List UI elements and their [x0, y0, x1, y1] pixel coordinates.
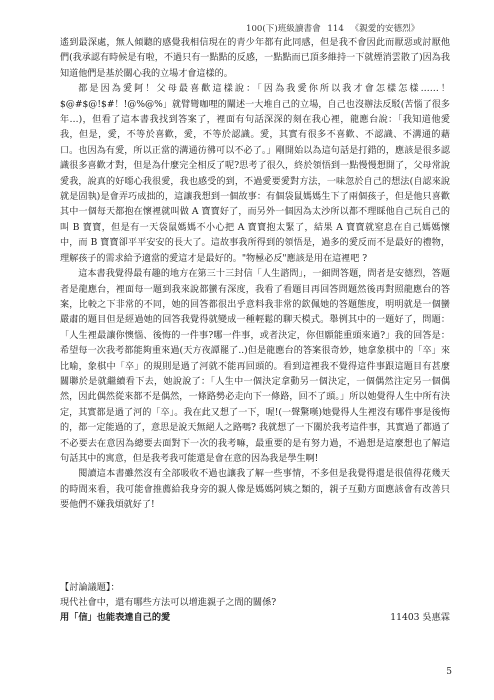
paragraph: 這本書我覺得最有趣的地方在第三十三封信「人生諮問」，一細問答題，問者是安德烈，答題者是龍應台，裡面每一題到我來說都蠻有深度，我看了看題目再回答問題然後再對照龍應台的答案，比較之下非常的不同，她的回答都很出乎意料我非常的欽佩她的答題態度，明明就是一個蠻嚴肅的題目但是經過她的回答我覺得就變成一種輕鬆的聊天模式。舉例其中的一題好了，問題：「人生裡最讓你懊惱、後悔的一件事?哪一件事，或者決定，你但願能重頭來過?」我的回答是：希望每一次我考都能夠重來過(天方夜譚罷了..)但是龍應台的答案很奇妙，她拿象棋中的「卒」來比喻，象棋中「卒」的規則是過了河就不能再回頭的。看到這裡我不覺得這件事跟這題目有甚麼關聯於是就繼續看下去，她說說了：「人生中一個決定拿動另一個決定，一個偶然注定另一個偶然，因此偶然從來都不是偶然，一條路勢必走向下一條路，回不了頭。」所以她覺得人生中所有決定，其實都是過了河的「卒」。我在此又想了一下，喔!(一聲驚嘆)她覺得人生裡沒有哪件事是後悔的，都一定能過的了，意思是說天無絕人之路嗎? 我就想了一下關於我考這件事，其實過了都過了不必要去在意因為總要去面對下一次的我考嘛，最重要的是有努力過，不過想是這麼想也了解這句話其中的寓意，但是我考我可能還是會在意的因為我是學生啊! [60, 269, 450, 464]
header-course: 100(下)班級讀書會 [246, 24, 321, 34]
paragraph: 閱讀這本書雖然沒有全部吸收不過也讓我了解一些事情，不多但是我覺得還是很值得花幾天的時間來看，我可能會推薦給我身旁的親人像是媽媽阿姨之類的，親子互動方面應該會有改善只要他們不嫌我煩就好了! [60, 469, 450, 511]
discussion-author: 11403 吳惠霖 [390, 612, 450, 624]
page-header [246, 22, 423, 34]
discussion-section [60, 580, 450, 626]
header-book: 《親愛的安德烈》 [350, 24, 420, 34]
discussion-question: 現代社會中，還有哪些方法可以增進親子之間的關係? [60, 597, 277, 609]
page-number: 5 [446, 667, 452, 677]
paragraph: 都是因為愛阿！父母最喜歡這樣說：「因為我愛你所以我才會怎樣怎樣……！$@#$@!$#！!@%@%」就臂彎咖哩的闡述一大堆自己的立場，自己也沒辦法反駁(苦惱了很多年…)，但看了這本書我找到答案了，裡面有句話深深的刻在我心裡，龍應台說：「我知道他愛我，但是，愛，不等於喜歡，愛，不等於認識。愛，其實有很多不喜歡、不認識、不溝通的藉口。也因為有愛，所以正當的溝通彷彿可以不必了。」剛開始以為這句話是打錯的，應該是很多認識很多喜歡才對，但是為什麼完全相反了呢?思考了很久，終於領悟到一點慢慢想開了，父母常說愛我，說真的好噁心我很愛，我也感受的到，不過愛要愛對方法，一味忽於自己的想法(自認來說就是固執)是會弄巧成拙的，這讓我想到一個故事：有個袋鼠媽媽生下了兩個孩子，但是他只喜歡其中一個每天都抱在懷裡就叫做 A 寶寶好了，而另外一個因為太沙所以都不理睬他自己玩自己的叫 B 寶寶，但是有一天袋鼠媽媽不小心把 A 寶寶抱太緊了，結果 A 寶寶就窒息在自己媽媽懷中，而 B 寶寶卻平平安安的長大了。這故事我所得到的領悟是，過多的愛反而不是最好的禮物，理解孩子的需求給予適當的愛這才是最好的。"物極必反"應該是用在這裡吧 ? [60, 84, 450, 264]
discussion-answer: 用「信」也能表達自己的愛 [60, 612, 171, 624]
header-number: 114 [327, 24, 344, 34]
document-body [60, 36, 450, 514]
discussion-title: 【討論議題】： [60, 582, 120, 593]
paragraph: 遙到最深處，無人傾聽的感覺我相信現在的青少年都有此同感，但是我不會因此而厭惡或討厭他們(我承認有時候是有啦，不過只有一點點的反感，一點點而已頂多維持一下就煙消雲散了)因為我知道他們是基於關心我的立場才會這樣的。 [60, 38, 450, 79]
discussion-answer-row [60, 610, 450, 625]
